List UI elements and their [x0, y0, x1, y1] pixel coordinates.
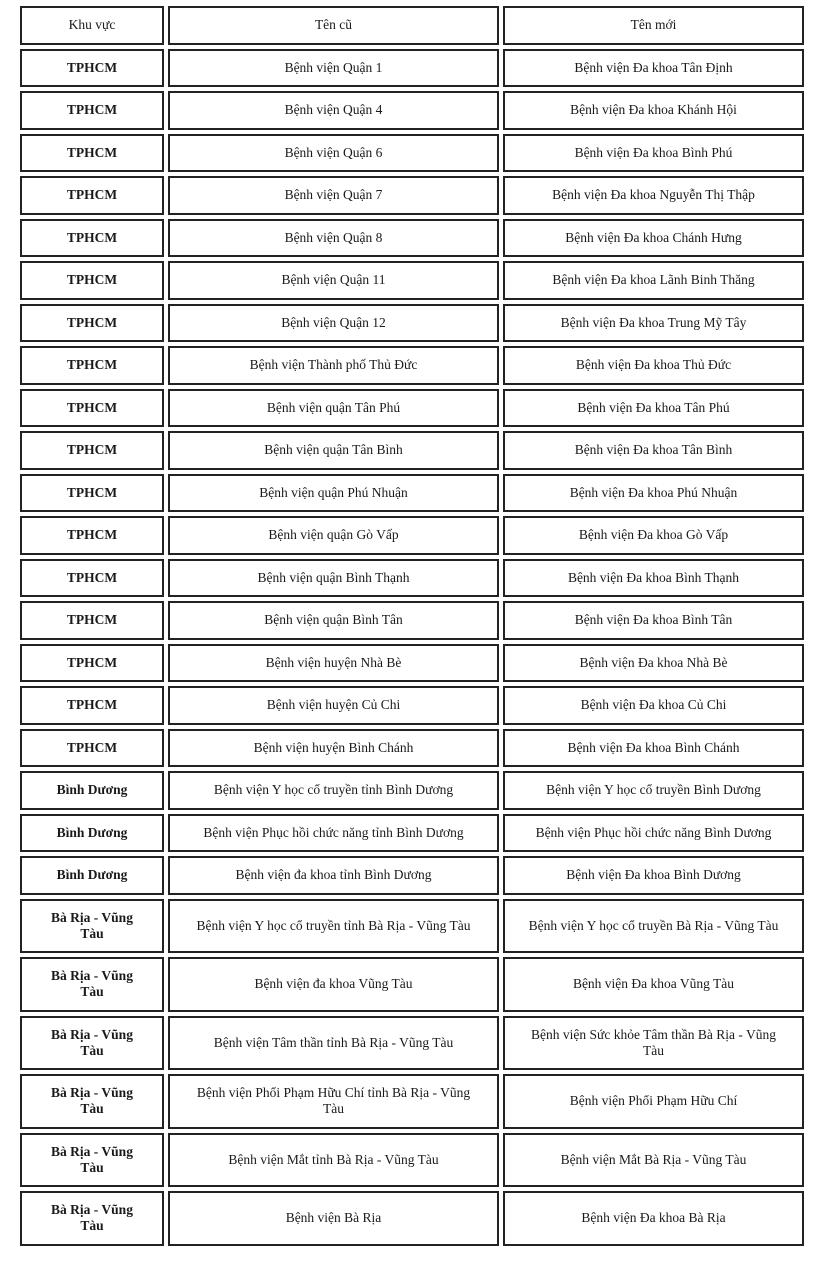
table-row [20, 176, 804, 215]
old-name-cell: Bệnh viện Quận 4 [168, 91, 499, 130]
new-name-cell: Bệnh viện Đa khoa Nhà Bè [503, 644, 804, 683]
new-name-cell: Bệnh viện Mắt Bà Rịa - Vũng Tàu [503, 1133, 804, 1188]
new-name-cell: Bệnh viện Đa khoa Nguyễn Thị Thập [503, 176, 804, 215]
old-name-cell: Bệnh viện quận Bình Tân [168, 601, 499, 640]
table-row [20, 957, 804, 1012]
table-row [20, 1016, 804, 1071]
old-name-cell: Bệnh viện Quận 1 [168, 49, 499, 88]
region-cell: TPHCM [20, 601, 164, 640]
region-cell: Bà Rịa - Vũng Tàu [20, 899, 164, 954]
region-cell: TPHCM [20, 304, 164, 343]
new-name-cell: Bệnh viện Phổi Phạm Hữu Chí [503, 1074, 804, 1129]
new-name-cell: Bệnh viện Đa khoa Tân Phú [503, 389, 804, 428]
new-name-cell: Bệnh viện Đa khoa Bình Chánh [503, 729, 804, 768]
region-cell: TPHCM [20, 49, 164, 88]
old-name-cell: Bệnh viện quận Tân Bình [168, 431, 499, 470]
table-row [20, 729, 804, 768]
old-name-cell: Bệnh viện Bà Rịa [168, 1191, 499, 1246]
table-row [20, 1133, 804, 1188]
table-row [20, 686, 804, 725]
new-name-cell: Bệnh viện Y học cổ truyền Bình Dương [503, 771, 804, 810]
old-name-cell: Bệnh viện quận Tân Phú [168, 389, 499, 428]
region-cell: TPHCM [20, 559, 164, 598]
region-cell: Bình Dương [20, 856, 164, 895]
region-cell: TPHCM [20, 176, 164, 215]
new-name-cell: Bệnh viện Đa khoa Trung Mỹ Tây [503, 304, 804, 343]
new-name-cell: Bệnh viện Đa khoa Tân Định [503, 49, 804, 88]
new-name-cell: Bệnh viện Đa khoa Bình Tân [503, 601, 804, 640]
new-name-cell: Bệnh viện Đa khoa Lãnh Binh Thăng [503, 261, 804, 300]
new-name-cell: Bệnh viện Đa khoa Phú Nhuận [503, 474, 804, 513]
old-name-cell: Bệnh viện quận Bình Thạnh [168, 559, 499, 598]
region-cell: TPHCM [20, 431, 164, 470]
table-row [20, 389, 804, 428]
table-header-row [20, 6, 804, 45]
table-row [20, 559, 804, 598]
new-name-cell: Bệnh viện Phục hồi chức năng Bình Dương [503, 814, 804, 853]
table-row [20, 346, 804, 385]
new-name-cell: Bệnh viện Đa khoa Thủ Đức [503, 346, 804, 385]
new-name-cell: Bệnh viện Đa khoa Bình Dương [503, 856, 804, 895]
old-name-cell: Bệnh viện Quận 12 [168, 304, 499, 343]
region-cell: TPHCM [20, 474, 164, 513]
region-cell: TPHCM [20, 91, 164, 130]
old-name-cell: Bệnh viện huyện Củ Chi [168, 686, 499, 725]
region-cell: TPHCM [20, 219, 164, 258]
region-cell: TPHCM [20, 729, 164, 768]
table-row [20, 474, 804, 513]
region-cell: TPHCM [20, 644, 164, 683]
table-row [20, 304, 804, 343]
new-name-cell: Bệnh viện Đa khoa Bình Thạnh [503, 559, 804, 598]
table-row [20, 431, 804, 470]
region-cell: TPHCM [20, 516, 164, 555]
table-row [20, 771, 804, 810]
region-cell: Bình Dương [20, 814, 164, 853]
old-name-cell: Bệnh viện Quận 6 [168, 134, 499, 173]
hospital-rename-table [16, 2, 808, 1250]
old-name-cell: Bệnh viện Tâm thần tỉnh Bà Rịa - Vũng Tàu [168, 1016, 499, 1071]
old-name-cell: Bệnh viện Phổi Phạm Hữu Chí tỉnh Bà Rịa - Vũng Tàu [168, 1074, 499, 1129]
table-row [20, 49, 804, 88]
new-name-cell: Bệnh viện Đa khoa Củ Chi [503, 686, 804, 725]
table-row [20, 219, 804, 258]
table-row [20, 516, 804, 555]
region-cell: TPHCM [20, 261, 164, 300]
old-name-cell: Bệnh viện đa khoa tỉnh Bình Dương [168, 856, 499, 895]
new-name-cell: Bệnh viện Đa khoa Vũng Tàu [503, 957, 804, 1012]
region-cell: TPHCM [20, 686, 164, 725]
table-body [20, 49, 804, 1246]
old-name-cell: Bệnh viện Thành phố Thủ Đức [168, 346, 499, 385]
region-cell: TPHCM [20, 134, 164, 173]
old-name-cell: Bệnh viện huyện Nhà Bè [168, 644, 499, 683]
old-name-cell: Bệnh viện Y học cổ truyền tỉnh Bình Dương [168, 771, 499, 810]
region-cell: TPHCM [20, 389, 164, 428]
header-region: Khu vực [20, 6, 164, 45]
table-row [20, 601, 804, 640]
header-new-name: Tên mới [503, 6, 804, 45]
new-name-cell: Bệnh viện Đa khoa Bình Phú [503, 134, 804, 173]
table-row [20, 814, 804, 853]
old-name-cell: Bệnh viện Mắt tỉnh Bà Rịa - Vũng Tàu [168, 1133, 499, 1188]
table-row [20, 134, 804, 173]
old-name-cell: Bệnh viện quận Phú Nhuận [168, 474, 499, 513]
table-row [20, 856, 804, 895]
hospital-rename-table-container [16, 2, 808, 1250]
old-name-cell: Bệnh viện huyện Bình Chánh [168, 729, 499, 768]
region-cell: TPHCM [20, 346, 164, 385]
old-name-cell: Bệnh viện Quận 7 [168, 176, 499, 215]
region-cell: Bình Dương [20, 771, 164, 810]
old-name-cell: Bệnh viện đa khoa Vũng Tàu [168, 957, 499, 1012]
table-row [20, 1191, 804, 1246]
old-name-cell: Bệnh viện quận Gò Vấp [168, 516, 499, 555]
table-row [20, 91, 804, 130]
header-old-name: Tên cũ [168, 6, 499, 45]
old-name-cell: Bệnh viện Quận 8 [168, 219, 499, 258]
region-cell: Bà Rịa - Vũng Tàu [20, 1016, 164, 1071]
old-name-cell: Bệnh viện Phục hồi chức năng tỉnh Bình Dương [168, 814, 499, 853]
region-cell: Bà Rịa - Vũng Tàu [20, 957, 164, 1012]
new-name-cell: Bệnh viện Đa khoa Gò Vấp [503, 516, 804, 555]
old-name-cell: Bệnh viện Y học cổ truyền tỉnh Bà Rịa - Vũng Tàu [168, 899, 499, 954]
new-name-cell: Bệnh viện Đa khoa Bà Rịa [503, 1191, 804, 1246]
new-name-cell: Bệnh viện Y học cổ truyền Bà Rịa - Vũng Tàu [503, 899, 804, 954]
new-name-cell: Bệnh viện Đa khoa Chánh Hưng [503, 219, 804, 258]
region-cell: Bà Rịa - Vũng Tàu [20, 1191, 164, 1246]
table-row [20, 1074, 804, 1129]
table-row [20, 644, 804, 683]
old-name-cell: Bệnh viện Quận 11 [168, 261, 499, 300]
region-cell: Bà Rịa - Vũng Tàu [20, 1133, 164, 1188]
table-row [20, 261, 804, 300]
new-name-cell: Bệnh viện Sức khỏe Tâm thần Bà Rịa - Vũng Tàu [503, 1016, 804, 1071]
table-row [20, 899, 804, 954]
new-name-cell: Bệnh viện Đa khoa Khánh Hội [503, 91, 804, 130]
region-cell: Bà Rịa - Vũng Tàu [20, 1074, 164, 1129]
new-name-cell: Bệnh viện Đa khoa Tân Bình [503, 431, 804, 470]
